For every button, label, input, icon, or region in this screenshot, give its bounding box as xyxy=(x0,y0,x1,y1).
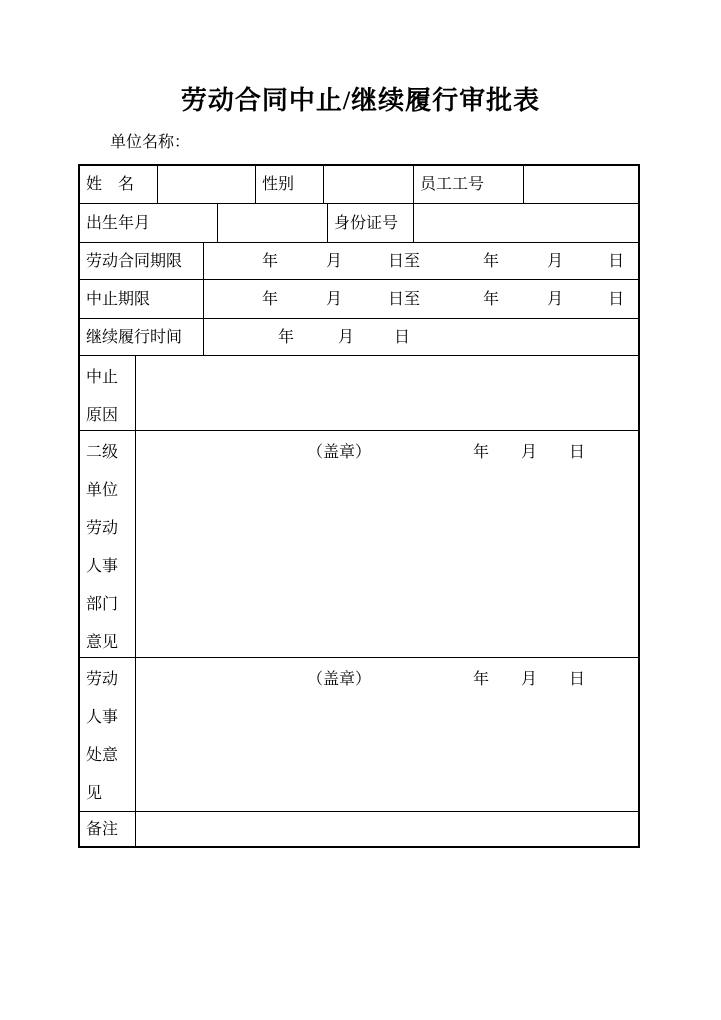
secondary-unit-opinion-value-cell xyxy=(135,431,638,657)
gender-label: 性别 xyxy=(255,166,323,203)
row-resume-time xyxy=(80,318,638,355)
name-label: 姓 名 xyxy=(86,176,135,193)
date-placeholder: 年 月 日 xyxy=(473,671,586,688)
row-hr-office-opinion xyxy=(80,657,638,811)
row-suspension-period xyxy=(80,279,638,318)
month-label: 月 xyxy=(547,253,564,270)
day-to-label: 日至 xyxy=(388,291,421,308)
remarks-label: 备注 xyxy=(86,821,119,838)
date-placeholder: 年 月 日 xyxy=(473,444,586,461)
resume-time-value-cell xyxy=(203,319,638,355)
gender-value-cell xyxy=(323,166,413,203)
year-label: 年 xyxy=(278,329,295,346)
row-remarks xyxy=(80,811,638,846)
page-title: 劳动合同中止/继续履行审批表 xyxy=(180,86,541,115)
stamp-placeholder: （盖章） xyxy=(307,671,372,688)
hr-office-opinion-value-cell xyxy=(135,658,638,811)
resume-time-label: 继续履行时间 xyxy=(86,329,183,346)
employee-id-value-cell xyxy=(523,166,638,203)
day-label: 日 xyxy=(394,329,411,346)
suspension-reason-value-cell xyxy=(135,356,638,430)
suspension-period-label: 中止期限 xyxy=(86,291,151,308)
row-name-gender-id xyxy=(80,166,638,203)
day-label: 日 xyxy=(608,253,625,270)
day-to-label: 日至 xyxy=(388,253,421,270)
name-value-cell xyxy=(157,166,255,203)
stamp-placeholder: （盖章） xyxy=(307,444,372,461)
year-label: 年 xyxy=(483,291,500,308)
year-label: 年 xyxy=(262,253,279,270)
contract-period-value-cell xyxy=(203,243,638,279)
row-contract-period xyxy=(80,242,638,279)
secondary-unit-opinion-label: 二级 单位 劳动 人事 部门 意见 xyxy=(86,444,119,651)
day-label: 日 xyxy=(608,291,625,308)
suspension-period-value-cell xyxy=(203,280,638,318)
id-number-label: 身份证号 xyxy=(327,204,413,242)
remarks-value-cell xyxy=(135,812,638,846)
employee-id-label: 员工工号 xyxy=(413,166,523,203)
row-secondary-unit-opinion xyxy=(80,430,638,657)
month-label: 月 xyxy=(326,253,343,270)
suspension-reason-label: 中止 原因 xyxy=(86,369,119,424)
year-label: 年 xyxy=(262,291,279,308)
birth-date-label: 出生年月 xyxy=(86,215,151,232)
id-number-value-cell xyxy=(413,204,638,242)
row-birth-idnumber xyxy=(80,203,638,242)
month-label: 月 xyxy=(338,329,355,346)
unit-name-label: 单位名称： xyxy=(110,134,191,151)
contract-period-label: 劳动合同期限 xyxy=(86,253,183,270)
approval-form-table xyxy=(78,164,640,848)
year-label: 年 xyxy=(483,253,500,270)
row-suspension-reason xyxy=(80,355,638,430)
month-label: 月 xyxy=(326,291,343,308)
month-label: 月 xyxy=(547,291,564,308)
birth-date-value-cell xyxy=(217,204,327,242)
hr-office-opinion-label: 劳动 人事 处意 见 xyxy=(86,671,119,802)
